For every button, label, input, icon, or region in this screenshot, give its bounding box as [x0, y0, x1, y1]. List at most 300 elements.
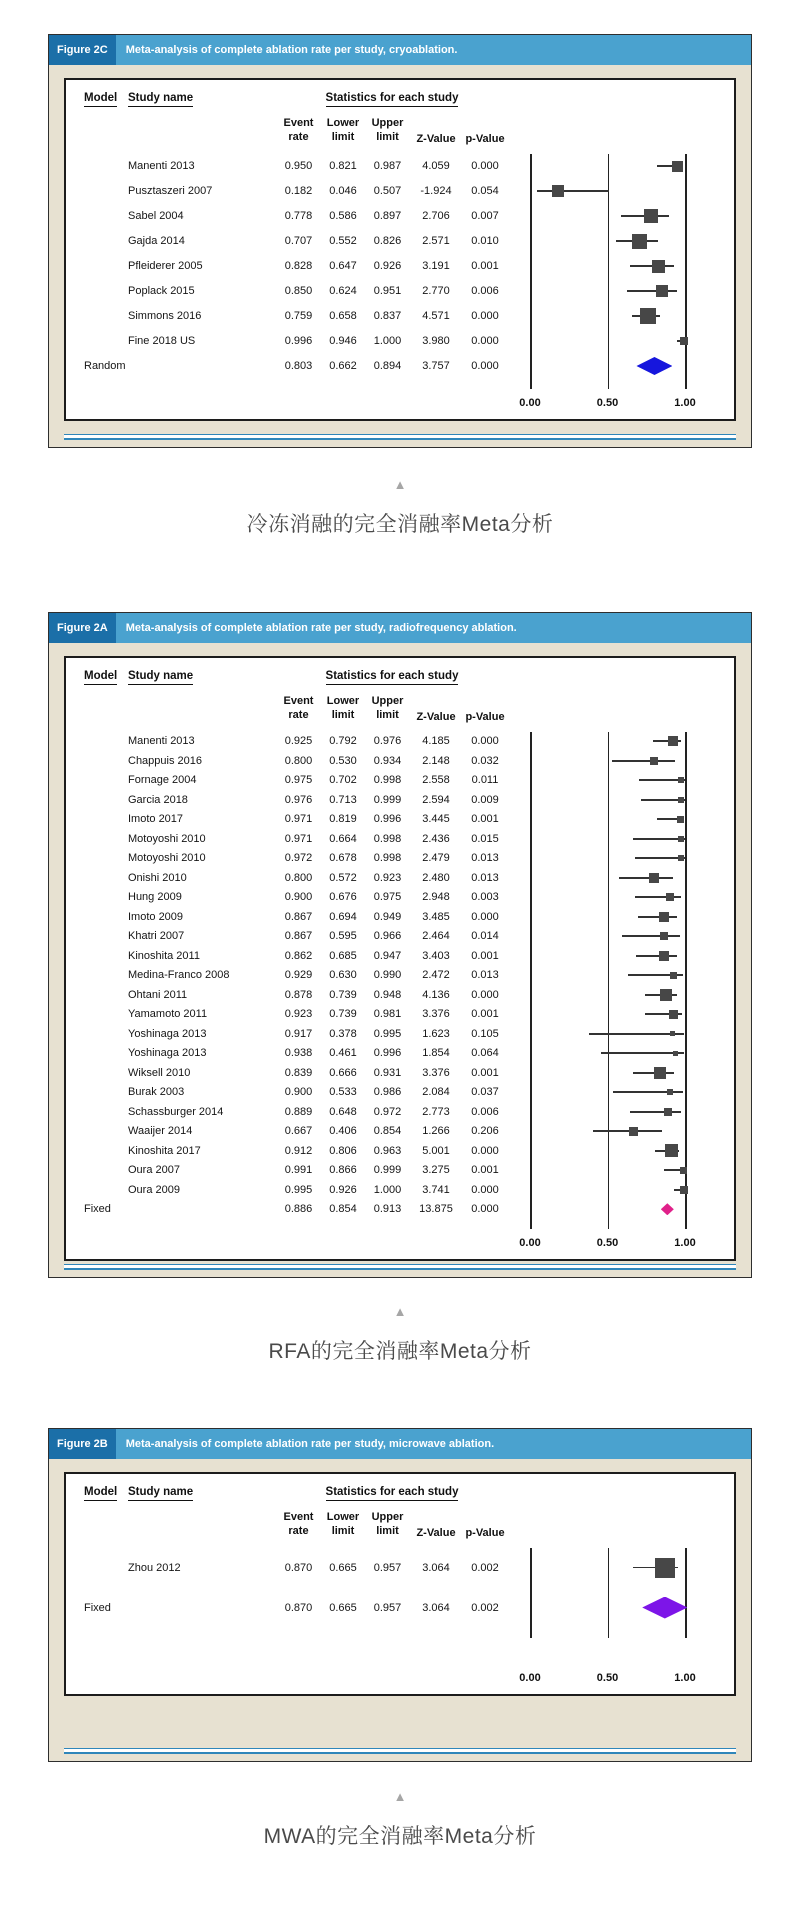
event-rate-cell: 0.800: [284, 871, 313, 884]
upper-limit-cell: 0.894: [373, 360, 402, 372]
ci-line: [635, 896, 681, 898]
upper-limit-cell: 0.949: [373, 910, 402, 923]
effect-square: [667, 1089, 673, 1095]
bottom-rule: [64, 434, 736, 440]
lower-limit-cell: 0.406: [329, 1125, 357, 1138]
effect-square: [678, 777, 684, 783]
lower-limit-cell: 0.665: [329, 1561, 357, 1574]
lower-limit-cell: 0.664: [329, 832, 357, 845]
figure-title: Meta-analysis of complete ablation rate per study, microwave ablation.: [125, 1438, 495, 1450]
event-rate-cell: 0.862: [284, 949, 313, 962]
forest-cell: [530, 279, 715, 304]
lower-limit-cell: 0.676: [329, 891, 357, 904]
forest-cell: [530, 946, 715, 966]
summary-diamond: [661, 1203, 674, 1215]
study-row: [84, 868, 722, 888]
z-value-cell: 2.594: [422, 793, 450, 806]
column-header-stats: Statistics for each study: [326, 1486, 459, 1501]
column-header-event-rate: Event rate: [283, 117, 314, 143]
event-rate-cell: 0.867: [284, 910, 313, 923]
effect-square: [677, 816, 684, 823]
study-row: [84, 1548, 722, 1588]
study-row: [84, 1005, 722, 1025]
event-rate-cell: 0.950: [284, 160, 313, 172]
event-rate-cell: 0.778: [284, 210, 313, 222]
figure-label-badge: Figure 2B: [49, 1429, 116, 1459]
ci-line: [612, 760, 675, 762]
column-header-study: Study name: [128, 1486, 193, 1501]
x-axis-labels: [84, 389, 722, 409]
study-row: [84, 888, 722, 908]
study-row: [84, 179, 722, 204]
caption-block-cryo: [0, 478, 800, 538]
study-name-cell: Fornage 2004: [128, 774, 197, 787]
effect-square: [678, 836, 684, 842]
p-value-cell: 0.064: [471, 1047, 499, 1060]
study-name-cell: Poplack 2015: [128, 285, 195, 297]
study-row: [84, 1044, 722, 1064]
figure-label-badge: Figure 2A: [49, 613, 116, 643]
study-name-cell: Khatri 2007: [128, 930, 185, 943]
study-name-cell: Imoto 2009: [128, 910, 184, 923]
forest-cell: [530, 1083, 715, 1103]
p-value-cell: 0.011: [471, 774, 499, 787]
upper-limit-cell: 0.995: [373, 1027, 402, 1040]
upper-limit-cell: 1.000: [373, 1183, 402, 1196]
effect-square: [680, 1167, 687, 1174]
z-value-cell: 4.571: [422, 310, 450, 322]
study-name-cell: Gajda 2014: [128, 235, 185, 247]
figure-2a-panel: [48, 612, 752, 1278]
bottom-rule: [64, 1264, 736, 1270]
study-name-cell: Kinoshita 2017: [128, 1144, 201, 1157]
study-name-cell: Schassburger 2014: [128, 1105, 224, 1118]
forest-cell: [530, 1200, 715, 1220]
figure-caption: 冷冻消融的完全消融率Meta分析: [246, 513, 554, 536]
z-value-cell: 3.741: [422, 1183, 450, 1196]
p-value-cell: 0.001: [471, 1008, 499, 1021]
forest-cell: [530, 1102, 715, 1122]
figure-header-bar: [49, 613, 751, 643]
study-row: [84, 907, 722, 927]
z-value-cell: 1.266: [422, 1125, 450, 1138]
column-header-z-value: Z-Value: [416, 710, 456, 723]
study-row: [84, 927, 722, 947]
study-name-cell: Pusztaszeri 2007: [128, 185, 213, 197]
effect-square: [680, 337, 688, 345]
study-row: [84, 229, 722, 254]
forest-cell: [530, 810, 715, 830]
study-name-cell: Medina-Franco 2008: [128, 969, 230, 982]
lower-limit-cell: 0.806: [329, 1144, 357, 1157]
column-header-study: Study name: [128, 92, 193, 107]
study-row: [84, 1141, 722, 1161]
z-value-cell: 3.275: [422, 1164, 450, 1177]
effect-square: [632, 234, 647, 249]
z-value-cell: 2.571: [422, 235, 450, 247]
collapse-arrow-icon[interactable]: ▲: [393, 1304, 407, 1319]
event-rate-cell: 0.971: [284, 813, 313, 826]
ci-line: [630, 1111, 680, 1113]
forest-cell: [530, 154, 715, 179]
study-name-cell: Simmons 2016: [128, 310, 202, 322]
upper-limit-cell: 0.931: [373, 1066, 402, 1079]
upper-limit-cell: 0.966: [373, 930, 402, 943]
axis-tick-label-100: 1.00: [674, 1671, 696, 1684]
lower-limit-cell: 0.678: [329, 852, 357, 865]
z-value-cell: 2.472: [422, 969, 450, 982]
study-name-cell: Hung 2009: [128, 891, 182, 904]
study-name-cell: Yoshinaga 2013: [128, 1047, 207, 1060]
p-value-cell: 0.009: [471, 793, 499, 806]
z-value-cell: 3.064: [422, 1601, 450, 1614]
lower-limit-cell: 0.530: [329, 754, 357, 767]
event-rate-cell: 0.991: [284, 1164, 313, 1177]
column-header-model: Model: [84, 1486, 117, 1501]
plot-white-box: [64, 656, 736, 1261]
z-value-cell: 3.485: [422, 910, 450, 923]
forest-cell: [530, 1548, 715, 1588]
lower-limit-cell: 0.713: [329, 793, 357, 806]
effect-square: [672, 161, 683, 172]
p-value-cell: 0.000: [471, 1203, 499, 1216]
column-header-z-value: Z-Value: [416, 132, 456, 145]
p-value-cell: 0.014: [471, 930, 499, 943]
bottom-rule: [64, 1748, 736, 1754]
effect-square: [666, 893, 674, 901]
study-row: [84, 790, 722, 810]
forest-cell: [530, 888, 715, 908]
figure-header-bar: [49, 35, 751, 65]
lower-limit-cell: 0.378: [329, 1027, 357, 1040]
forest-cell: [530, 732, 715, 752]
z-value-cell: 3.376: [422, 1066, 450, 1079]
forest-cell: [530, 329, 715, 354]
collapse-arrow-icon[interactable]: ▲: [393, 1789, 407, 1804]
figure-2b-panel: [48, 1428, 752, 1762]
column-header-p-value: p-Value: [465, 132, 505, 145]
lower-limit-cell: 0.694: [329, 910, 357, 923]
event-rate-cell: 0.867: [284, 930, 313, 943]
figure-label-badge: Figure 2C: [49, 35, 116, 65]
p-value-cell: 0.006: [471, 285, 499, 297]
lower-limit-cell: 0.739: [329, 1008, 357, 1021]
study-row: [84, 810, 722, 830]
p-value-cell: 0.010: [471, 235, 499, 247]
study-name-cell: Zhou 2012: [128, 1561, 181, 1574]
upper-limit-cell: 0.998: [373, 832, 402, 845]
forest-cell: [530, 751, 715, 771]
p-value-cell: 0.013: [471, 871, 499, 884]
z-value-cell: 2.084: [422, 1086, 450, 1099]
lower-limit-cell: 0.552: [329, 235, 357, 247]
study-row: [84, 1122, 722, 1142]
forest-cell: [530, 1122, 715, 1142]
effect-square: [659, 912, 669, 922]
page-root: [0, 34, 800, 1907]
study-row: [84, 1180, 722, 1200]
study-row: [84, 1024, 722, 1044]
upper-limit-cell: 0.947: [373, 949, 402, 962]
effect-square: [673, 1051, 678, 1056]
effect-square: [656, 285, 668, 297]
effect-square: [659, 951, 669, 961]
event-rate-cell: 0.870: [284, 1561, 313, 1574]
lower-limit-cell: 0.662: [329, 360, 357, 372]
p-value-cell: 0.000: [471, 360, 499, 372]
z-value-cell: 3.064: [422, 1561, 450, 1574]
effect-square: [670, 1031, 675, 1036]
upper-limit-cell: 0.934: [373, 754, 402, 767]
z-value-cell: 2.773: [422, 1105, 450, 1118]
x-axis-labels: [84, 1229, 722, 1249]
lower-limit-cell: 0.572: [329, 871, 357, 884]
study-name-cell: Motoyoshi 2010: [128, 832, 206, 845]
p-value-cell: 0.000: [471, 310, 499, 322]
column-header-lower-limit: Lower limit: [326, 695, 360, 721]
p-value-cell: 0.001: [471, 949, 499, 962]
effect-square: [670, 972, 677, 979]
study-name-cell: Oura 2007: [128, 1164, 180, 1177]
column-header-model: Model: [84, 670, 117, 685]
stat-column-headers: [84, 117, 722, 145]
z-value-cell: 13.875: [419, 1203, 453, 1216]
forest-cell: [530, 354, 715, 379]
table-header-row: [84, 1486, 722, 1501]
z-value-cell: 2.770: [422, 285, 450, 297]
column-header-model: Model: [84, 92, 117, 107]
upper-limit-cell: 0.926: [373, 260, 402, 272]
p-value-cell: 0.001: [471, 813, 499, 826]
column-header-event-rate: Event rate: [283, 695, 314, 721]
caption-block-rfa: [0, 1305, 800, 1365]
stat-column-headers: [84, 1511, 722, 1539]
event-rate-cell: 0.917: [284, 1027, 313, 1040]
p-value-cell: 0.054: [471, 185, 499, 197]
column-header-z-value: Z-Value: [416, 1526, 456, 1539]
upper-limit-cell: 0.826: [373, 235, 402, 247]
z-value-cell: 3.980: [422, 335, 450, 347]
forest-cell: [530, 927, 715, 947]
axis-tick-label-100: 1.00: [674, 396, 696, 409]
lower-limit-cell: 0.630: [329, 969, 357, 982]
study-row: [84, 204, 722, 229]
upper-limit-cell: 0.976: [373, 735, 402, 748]
ci-line: [638, 916, 678, 918]
z-value-cell: 2.558: [422, 774, 450, 787]
figure-title: Meta-analysis of complete ablation rate per study, radiofrequency ablation.: [125, 622, 517, 634]
forest-cell: [530, 1141, 715, 1161]
event-rate-cell: 0.929: [284, 969, 313, 982]
axis-tick-label-0: 0.00: [519, 1671, 541, 1684]
p-value-cell: 0.006: [471, 1105, 499, 1118]
effect-square: [665, 1144, 678, 1157]
event-rate-cell: 0.667: [284, 1125, 313, 1138]
effect-square: [660, 989, 672, 1001]
study-name-cell: Garcia 2018: [128, 793, 188, 806]
study-row: [84, 771, 722, 791]
z-value-cell: -1.924: [420, 185, 452, 197]
axis-tick-label-50: 0.50: [596, 1671, 619, 1684]
collapse-arrow-icon[interactable]: ▲: [393, 477, 407, 492]
ci-line: [537, 190, 608, 192]
study-row: [84, 966, 722, 986]
forest-cell: [530, 829, 715, 849]
lower-limit-cell: 0.946: [329, 335, 357, 347]
axis-tick-label-50: 0.50: [596, 1237, 619, 1249]
p-value-cell: 0.000: [471, 988, 499, 1001]
p-value-cell: 0.037: [471, 1086, 499, 1099]
z-value-cell: 2.148: [422, 754, 450, 767]
forest-rows: [84, 1548, 722, 1628]
forest-rows: [84, 732, 722, 1220]
lower-limit-cell: 0.648: [329, 1105, 357, 1118]
upper-limit-cell: 0.948: [373, 988, 402, 1001]
forest-cell: [530, 771, 715, 791]
event-rate-cell: 0.938: [284, 1047, 313, 1060]
lower-limit-cell: 0.866: [329, 1164, 357, 1177]
event-rate-cell: 0.759: [284, 310, 313, 322]
p-value-cell: 0.001: [471, 1164, 499, 1177]
ci-line: [627, 290, 678, 292]
study-row: [84, 946, 722, 966]
event-rate-cell: 0.886: [284, 1203, 313, 1216]
model-cell: Fixed: [84, 1203, 111, 1216]
lower-limit-cell: 0.854: [329, 1203, 357, 1216]
event-rate-cell: 0.900: [284, 1086, 313, 1099]
p-value-cell: 0.000: [471, 1144, 499, 1157]
study-row: [84, 985, 722, 1005]
stat-column-headers: [84, 695, 722, 723]
z-value-cell: 4.136: [422, 988, 450, 1001]
column-header-upper-limit: Upper limit: [371, 695, 404, 721]
z-value-cell: 5.001: [422, 1144, 450, 1157]
event-rate-cell: 0.900: [284, 891, 313, 904]
figure-caption: RFA的完全消融率Meta分析: [268, 1340, 532, 1363]
summary-diamond: [636, 357, 672, 375]
study-name-cell: Ohtani 2011: [128, 988, 188, 1001]
event-rate-cell: 0.850: [284, 285, 313, 297]
forest-cell: [530, 204, 715, 229]
upper-limit-cell: 0.975: [373, 891, 402, 904]
effect-square: [654, 1067, 666, 1079]
p-value-cell: 0.015: [471, 832, 499, 845]
upper-limit-cell: 0.957: [373, 1561, 402, 1574]
study-name-cell: Burak 2003: [128, 1086, 185, 1099]
z-value-cell: 2.464: [422, 930, 450, 943]
ci-line: [619, 877, 673, 879]
study-name-cell: Chappuis 2016: [128, 754, 203, 767]
column-header-upper-limit: Upper limit: [371, 117, 404, 143]
p-value-cell: 0.000: [471, 910, 499, 923]
z-value-cell: 2.480: [422, 871, 450, 884]
upper-limit-cell: 0.987: [373, 160, 402, 172]
lower-limit-cell: 0.533: [329, 1086, 357, 1099]
forest-cell: [530, 1044, 715, 1064]
event-rate-cell: 0.707: [284, 235, 313, 247]
z-value-cell: 1.854: [422, 1047, 450, 1060]
p-value-cell: 0.000: [471, 735, 499, 748]
upper-limit-cell: 0.923: [373, 871, 402, 884]
upper-limit-cell: 0.913: [373, 1203, 402, 1216]
p-value-cell: 0.013: [471, 969, 499, 982]
study-name-cell: Manenti 2013: [128, 735, 195, 748]
axis-tick-label-0: 0.00: [519, 1237, 541, 1249]
z-value-cell: 3.191: [422, 260, 450, 272]
study-row: [84, 732, 722, 752]
study-row: [84, 329, 722, 354]
upper-limit-cell: 0.998: [373, 774, 402, 787]
lower-limit-cell: 0.821: [329, 160, 357, 172]
summary-diamond: [642, 1597, 687, 1619]
study-row: [84, 829, 722, 849]
study-row: [84, 354, 722, 379]
z-value-cell: 1.623: [422, 1027, 450, 1040]
forest-cell: [530, 1024, 715, 1044]
upper-limit-cell: 0.963: [373, 1144, 402, 1157]
column-header-p-value: p-Value: [465, 1526, 505, 1539]
lower-limit-cell: 0.819: [329, 813, 357, 826]
forest-cell: [530, 790, 715, 810]
column-header-study: Study name: [128, 670, 193, 685]
p-value-cell: 0.001: [471, 1066, 499, 1079]
column-header-stats: Statistics for each study: [326, 92, 459, 107]
study-name-cell: Yamamoto 2011: [128, 1008, 208, 1021]
study-row: [84, 304, 722, 329]
axis-tick-label-100: 1.00: [674, 1237, 696, 1249]
upper-limit-cell: 0.951: [373, 285, 402, 297]
model-cell: Random: [84, 360, 126, 372]
event-rate-cell: 0.925: [284, 735, 313, 748]
upper-limit-cell: 0.854: [373, 1125, 402, 1138]
effect-square: [655, 1558, 675, 1578]
axis-tick-label-50: 0.50: [596, 396, 619, 409]
forest-cell: [530, 966, 715, 986]
forest-cell: [530, 304, 715, 329]
study-row: [84, 1161, 722, 1181]
event-rate-cell: 0.182: [284, 185, 313, 197]
effect-square: [650, 757, 658, 765]
effect-square: [668, 736, 678, 746]
upper-limit-cell: 0.996: [373, 813, 402, 826]
ci-line: [622, 935, 680, 937]
p-value-cell: 0.000: [471, 160, 499, 172]
p-value-cell: 0.032: [471, 754, 499, 767]
event-rate-cell: 0.923: [284, 1008, 313, 1021]
plot-white-box: [64, 78, 736, 421]
table-header-row: [84, 670, 722, 685]
effect-square: [644, 209, 658, 223]
x-axis-labels: [84, 1664, 722, 1684]
event-rate-cell: 0.975: [284, 774, 313, 787]
upper-limit-cell: 0.507: [373, 185, 402, 197]
forest-cell: [530, 907, 715, 927]
column-header-stats: Statistics for each study: [326, 670, 459, 685]
lower-limit-cell: 0.595: [329, 930, 357, 943]
effect-square: [678, 855, 684, 861]
forest-cell: [530, 985, 715, 1005]
forest-cell: [530, 1161, 715, 1181]
effect-square: [669, 1010, 678, 1019]
event-rate-cell: 0.828: [284, 260, 313, 272]
p-value-cell: 0.000: [471, 335, 499, 347]
upper-limit-cell: 0.999: [373, 793, 402, 806]
upper-limit-cell: 0.999: [373, 1164, 402, 1177]
z-value-cell: 2.479: [422, 852, 450, 865]
upper-limit-cell: 0.957: [373, 1601, 402, 1614]
study-name-cell: Motoyoshi 2010: [128, 852, 206, 865]
study-row: [84, 254, 722, 279]
